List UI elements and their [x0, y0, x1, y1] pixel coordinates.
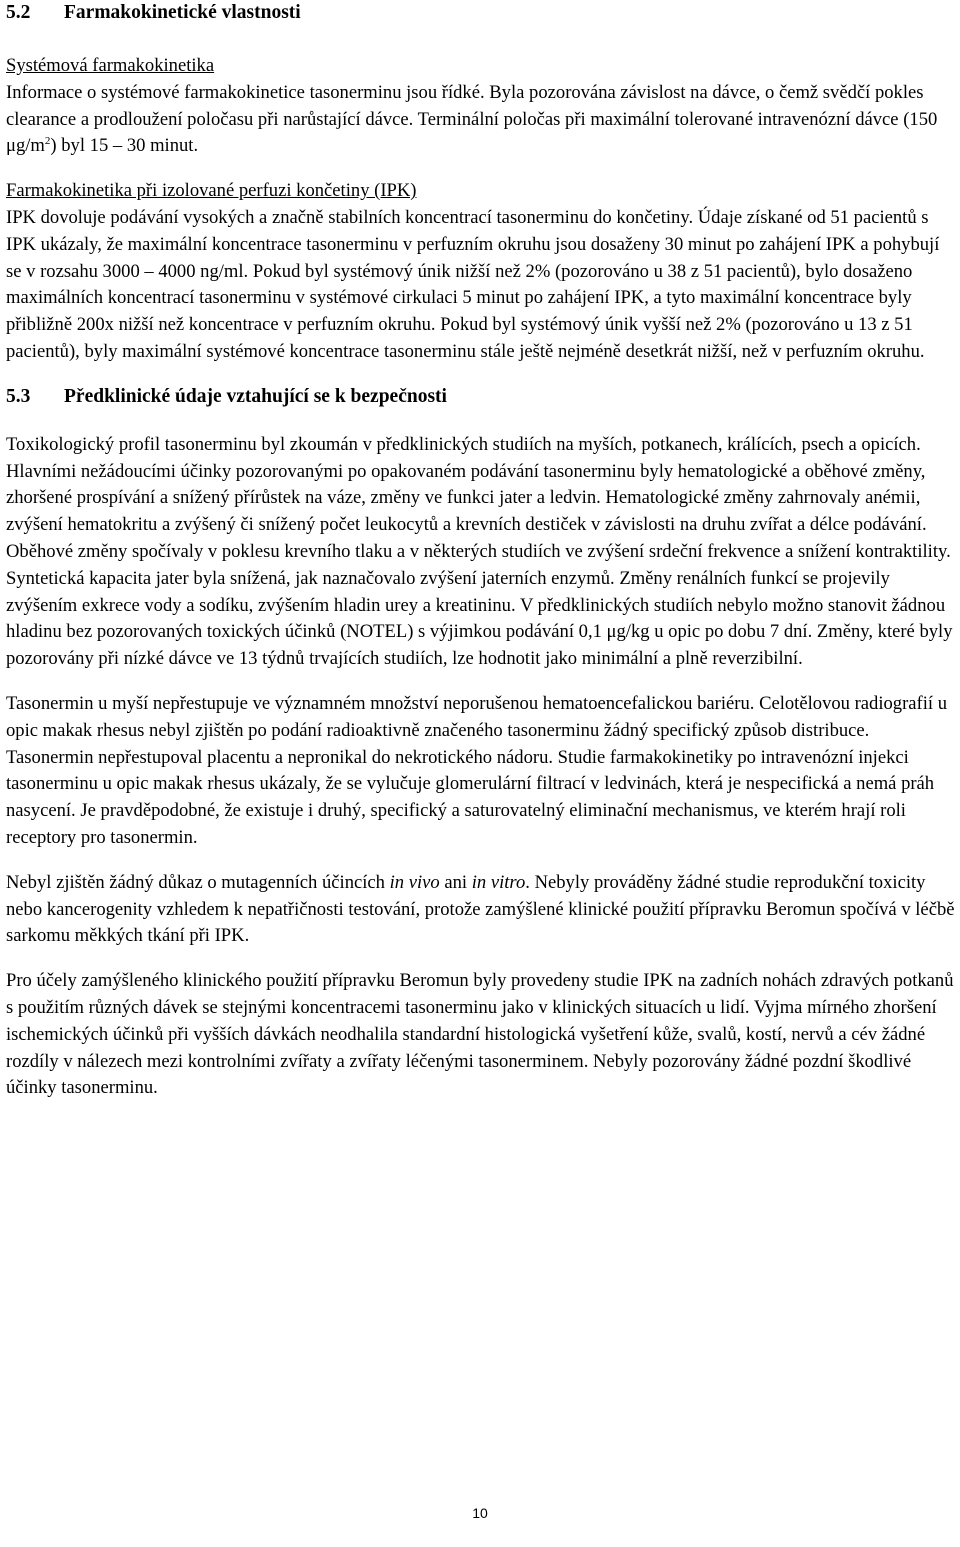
toxicology-paragraph: Toxikologický profil tasonerminu byl zkoumán v předklinických studiích na myších, potkanech, králících, psech a opicích. Hlavními nežádoucími účinky pozorovanými po opakovaném podávání tasonerminu byly hematologické a oběhové změny, zhoršené prospívání a snížený přírůstek na váze, změny ve funkci jater a ledvin. Hematologické změny zahrnovaly anémii, zvýšení hematokritu a zvýšený či snížený počet leukocytů a krevních destiček v závislosti na druhu zvířat a délce podávání. Oběhové změny spočívaly v poklesu krevního tlaku a v některých studiích ve zvýšení srdeční frekvence a snížení kontraktility. Syntetická kapacita jater byla snížená, jak naznačovalo zvýšení jaterních enzymů. Změny renálních funkcí se projevily zvýšením exkrece vody a sodíku, zvýšením hladin urey a kreatininu. V předklinických studiích nebylo možno stanovit žádnou hladinu bez pozorovaných toxických účinků (NOTEL) s výjimkou podávání 0,1 μg/kg u opic po dobu 7 dní. Změny, které byly pozorovány při nízké dávce ve 13 týdnů trvajících studiích, lze hodnotit jako minimální a plně reverzibilní. [6, 433, 953, 670]
document-page [6, 0, 956, 1120]
subsection-heading-ipk: Farmakokinetika při izolované perfuzi končetiny (IPK) [6, 180, 417, 202]
section-number: 5.2 [6, 2, 31, 23]
mutagenicity-paragraph: Nebyl zjištěn žádný důkaz o mutagenních účincích in vivo ani in vitro. Nebyly prováděny žádné studie reprodukční toxicity nebo kancerogenity vzhledem k nepatřičnosti testování, protože zamýšlené klinické použití přípravku Beromun spočívá v léčbě sarkomu měkkých tkání při IPK. [6, 871, 955, 947]
section-title: Předklinické údaje vztahující se k bezpečnosti [64, 385, 447, 407]
ipk-rat-study-paragraph: Pro účely zamýšleného klinického použití přípravku Beromun byly provedeny studie IPK na zadních nohách zdravých potkanů s použitím různých dávek se stejnými koncentracemi tasonerminu jako v klinických situacích u lidí. Vyjma mírného zhoršení ischemických účinků při vyšších dávkách neodhalila standardní histologická vyšetření kůže, svalů, kostí, nervů a cév žádné rozdíly v nálezech mezi kontrolními zvířaty a zvířaty léčenými tasonerminem. Nebyly pozorovány žádné pozdní škodlivé účinky tasonerminu. [6, 970, 954, 1099]
section-heading-5-2 [6, 0, 956, 26]
page-number: 10 [472, 1505, 488, 1521]
systemic-pk-paragraph: Informace o systémové farmakokinetice tasonerminu jsou řídké. Byla pozorována závislost na dávce, o čemž svědčí pokles clearance a prodloužení poločasu při narůstající dávce. Terminální poločas při maximální tolerované intravenózní dávce (150 $\mu g/m^2$) byl 15 – 30 minut. [6, 81, 938, 157]
ipk-paragraph: IPK dovoluje podávání vysokých a značně stabilních koncentrací tasonerminu do končetiny. Údaje získané od 51 pacientů s IPK ukázaly, že maximální koncentrace tasonerminu v perfuzním okruhu jsou dosaženy 30 minut po zahájení IPK a pohybují se v rozsahu 3000 – 4000 ng/ml. Pokud byl systémový únik nižší než 2% (pozorováno u 38 z 51 pacientů), bylo dosaženo maximálních koncentrací tasonerminu v systémové cirkulaci 5 minut po zahájení IPK, a tyto maximální koncentrace byly přibližně 200x nižší než koncentrace v perfuzním okruhu. Pokud byl systémový únik vyšší než 2% (pozorováno u 13 z 51 pacientů), byly maximální systémové koncentrace tasonerminu stále ještě nejméně desetkrát nižší, než v perfuzním okruhu. [6, 206, 940, 362]
section-number: 5.3 [6, 385, 31, 407]
systemic-pk-block [6, 53, 956, 160]
section-title: Farmakokinetické vlastnosti [64, 2, 301, 23]
section-heading-5-3 [6, 384, 956, 410]
subsection-heading-systemic: Systémová farmakokinetika [6, 55, 215, 76]
ipk-block [6, 178, 956, 366]
distribution-paragraph: Tasonermin u myší nepřestupuje ve významném množství neporušenou hematoencefalickou bariéru. Celotělovou radiografií u opic makak rhesus nebyl zjištěn po podání radioaktivně značeného tasonerminu žádný specifický způsob distribuce. Tasonermin nepřestupoval placentu a nepronikal do nekrotického nádoru. Studie farmakokinetiky po intravenózní injekci tasonerminu u opic makak rhesus ukázaly, že se vylučuje glomerulární filtrací v ledvinách, která je nespecifická a nemá práh nasycení. Je pravděpodobné, že existuje i druhý, specifický a saturovatelný eliminační mechanismus, ve kterém hrají roli receptory pro tasonermin. [6, 692, 948, 848]
